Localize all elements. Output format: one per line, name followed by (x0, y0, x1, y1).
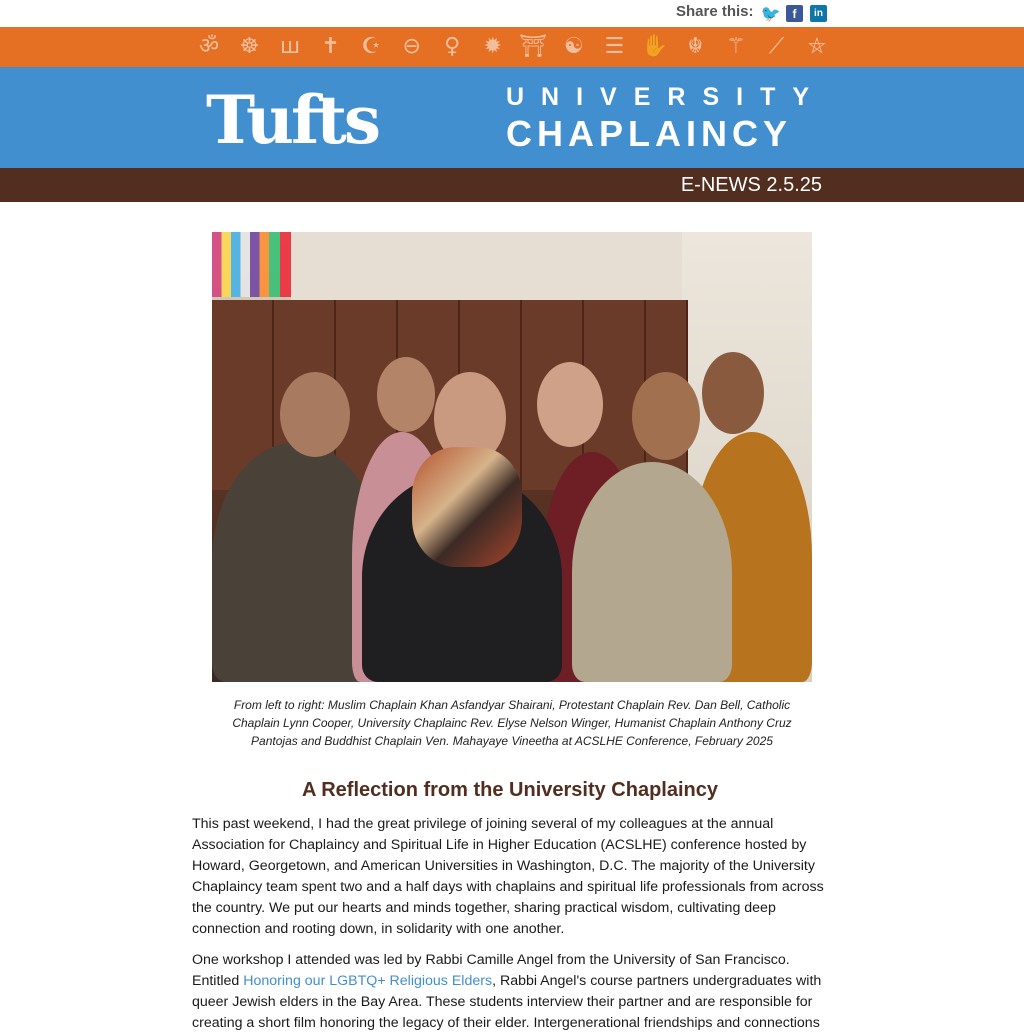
twitter-icon[interactable]: 🐦 (760, 5, 781, 23)
article-heading: A Reflection from the University Chaplaincy (301, 779, 718, 801)
paragraph-2-text-after: , Rabbi Angel's course partners undergraduates with queer Jewish elders in the Bay Area. These students interview their partner and are responsible for creating a short film honoring the legacy of their elder. Intergenerational friendships and connections (192, 973, 822, 1031)
photo-caption: From left to right: Muslim Chaplain Khan Asfandyar Shairani, Protestant Chaplain Rev. Dan Bell, Catholic Chaplain Lynn Cooper, University Chaplainc Rev. Elyse Nelson Winger, Humanist Chaplain Anthony Cruz Pantojas and Buddhist Chaplain Ven. Mahayaye Vineetha at ACSLHE Conference, February 2025 (232, 698, 792, 748)
sun-icon: ✹ (483, 34, 502, 59)
person-6-head (702, 352, 764, 434)
om-icon: ॐ (198, 34, 220, 59)
person-2-head (377, 357, 435, 432)
dharma-wheel-icon: ☸ (239, 34, 260, 59)
person-5-head (632, 372, 700, 460)
share-label: Share this: (676, 3, 754, 20)
brand-title-line1: UNIVERSITY (506, 83, 827, 111)
humanist-icon: ⊖ (402, 34, 421, 59)
issue-label: E-NEWS 2.5.25 (680, 174, 822, 196)
brand-header (0, 67, 1024, 168)
khanda-icon: ☬ (687, 34, 704, 59)
stained-glass (212, 232, 291, 297)
person-4-head (537, 362, 603, 447)
yin-yang-icon: ☯ (563, 34, 584, 59)
issue-band (0, 168, 1024, 202)
article-paragraph-1: This past weekend, I had the great privilege of joining several of my colleagues at the annual Association for Chaplaincy and Spiritual Life in Higher Education (ACSLHE) conference hosted by Howard, Georgetown, and American Universities in Washington, D.C. The majority of the University Chaplaincy team spent two and a half days with chaplains and spiritual life professionals from across the country. We put our hearts and minds together, sharing practical wisdom, cultivating deep connection and rooting down, in solidarity with one another. (192, 816, 824, 937)
pentacle-icon: ⛤ (808, 34, 826, 59)
lgbtq-elders-link[interactable]: Honoring our LGBTQ+ Religious Elders (243, 973, 493, 989)
scarf (412, 447, 522, 567)
trigram-icon: ☰ (604, 34, 625, 59)
crescent-icon: ☪ (361, 34, 381, 59)
person-5 (572, 462, 732, 682)
group-photo (212, 232, 812, 682)
facebook-icon[interactable]: f (786, 5, 803, 22)
menorah-icon: ш (279, 34, 301, 59)
brand-title-line2: CHAPLAINCY (506, 113, 793, 154)
hamsa-icon: ✋ (641, 34, 669, 59)
faravahar-icon: ⚚ (726, 34, 746, 59)
torii-icon: ⛩ (519, 34, 548, 59)
ankh-icon: ♀ (444, 34, 461, 59)
feather-icon: ⟋ (768, 34, 785, 59)
article-paragraph-2 (192, 950, 832, 1034)
person-1-head (280, 372, 350, 457)
faith-icons-row (195, 27, 831, 67)
share-bar (0, 0, 1024, 27)
linkedin-icon[interactable]: in (810, 5, 827, 22)
faith-symbols-band (0, 27, 1024, 67)
cross-icon: ✝ (321, 34, 340, 59)
tufts-logo[interactable]: Tufts (206, 81, 379, 159)
paragraph-2-text-before: One workshop I attended was led by Rabbi Camille Angel from the University of San Francisco. Entitled (192, 952, 790, 989)
